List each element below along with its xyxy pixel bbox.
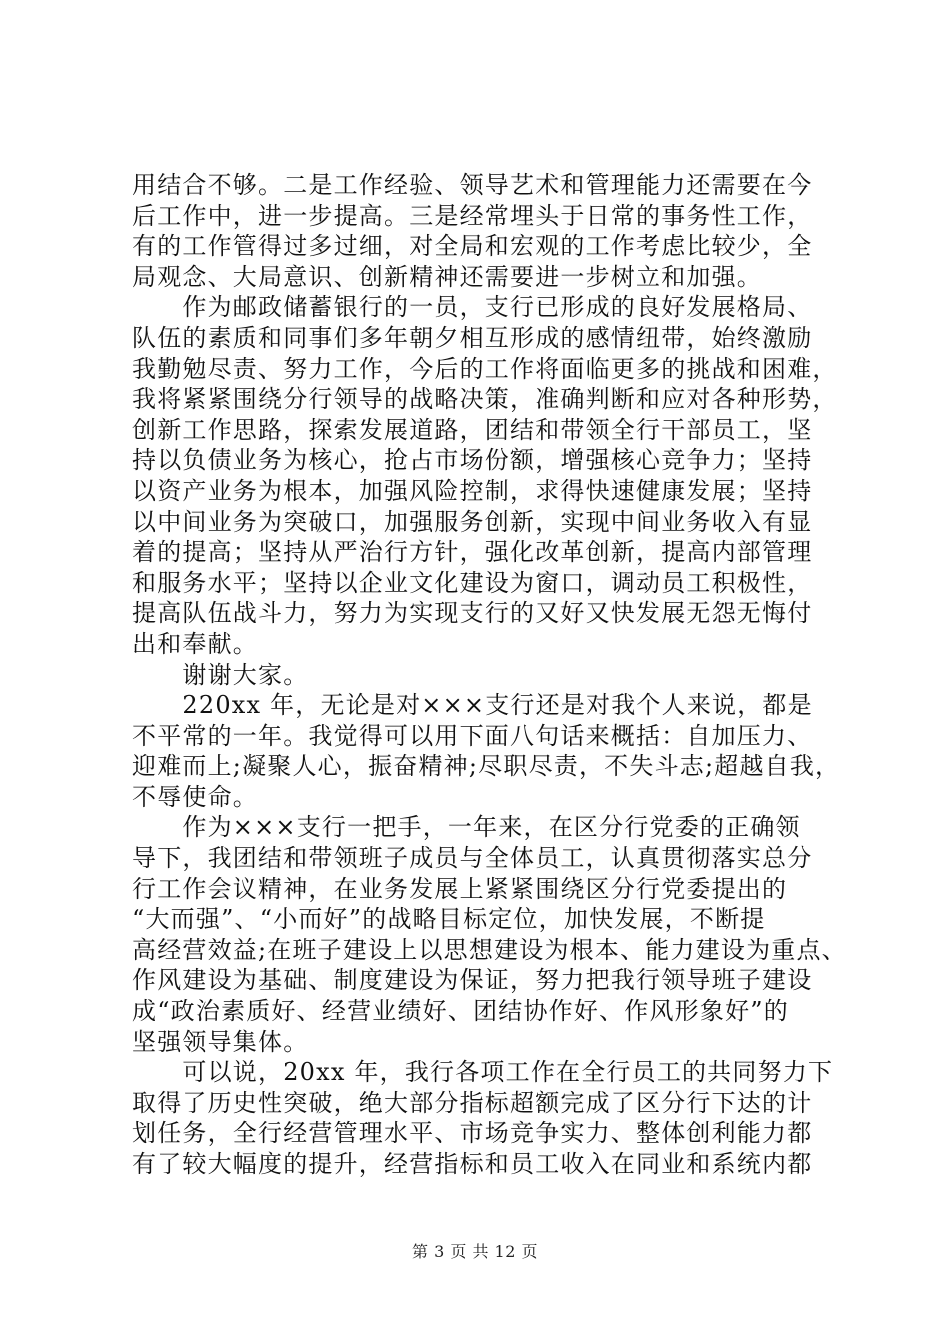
text-line: 局观念、大局意识、创新精神还需要进一步树立和加强。 <box>132 262 762 291</box>
text-line: 提高队伍战斗力，努力为实现支行的又好又快发展无怨无悔付 <box>132 599 813 628</box>
paragraph-leadership <box>132 812 847 1057</box>
text-line: 队伍的素质和同事们多年朝夕相互形成的感情纽带，始终激励 <box>132 323 813 352</box>
document-body <box>132 170 847 1180</box>
paragraph-year-summary <box>132 690 841 812</box>
text-line: 作为邮政储蓄银行的一员，支行已形成的良好发展格局、 <box>132 293 813 322</box>
text-line: 出和奉献。 <box>132 629 258 658</box>
text-line: “大而强”、“小而好”的战略目标定位，加快发展，不断提 <box>132 905 766 934</box>
text-line: 我将紧紧围绕分行领导的战略决策，准确判断和应对各种形势， <box>132 385 838 414</box>
text-line: 以资产业务为根本，加强风险控制，求得快速健康发展；坚持 <box>132 476 813 505</box>
text-line: 高经营效益;在班子建设上以思想建设为根本、能力建设为重点、 <box>132 935 847 964</box>
paragraph-future-work <box>132 292 838 659</box>
text-line: 作风建设为基础、制度建设为保证，努力把我行领导班子建设 <box>132 966 813 995</box>
text-line: 划任务，全行经营管理水平、市场竞争实力、整体创利能力都 <box>132 1119 813 1148</box>
text-line: 迎难而上;凝聚人心，振奋精神;尽职尽责，不失斗志;超越自我， <box>132 752 841 781</box>
text-line: 着的提高；坚持从严治行方针，强化改革创新，提高内部管理 <box>132 538 813 567</box>
text-line: 作为×××支行一把手，一年来，在区分行党委的正确领 <box>132 813 801 842</box>
text-line: 取得了历史性突破，绝大部分指标超额完成了区分行下达的计 <box>132 1088 813 1117</box>
text-line: 导下，我团结和带领班子成员与全体员工，认真贯彻落实总分 <box>132 844 813 873</box>
text-line: 和服务水平；坚持以企业文化建设为窗口，调动员工积极性， <box>132 568 813 597</box>
paragraph-shortcomings <box>132 170 832 292</box>
text-line: 后工作中，进一步提高。三是经常埋头于日常的事务性工作， <box>132 201 813 230</box>
text-line: 有的工作管得过多过细，对全局和宏观的工作考虑比较少，全 <box>132 232 813 261</box>
text-line: 坚强领导集体。 <box>132 1027 309 1056</box>
text-line: 持以负债业务为核心，抢占市场份额，增强核心竞争力；坚持 <box>132 446 813 475</box>
text-line: 220xx 年，无论是对×××支行还是对我个人来说，都是 <box>132 691 813 720</box>
text-line: 谢谢大家。 <box>132 660 309 689</box>
text-line: 可以说，20xx 年，我行各项工作在全行员工的共同努力下 <box>132 1058 834 1087</box>
paragraph-achievements <box>132 1057 832 1179</box>
text-line: 有了较大幅度的提升，经营指标和员工收入在同业和系统内都 <box>132 1150 813 1178</box>
text-line: 我勤勉尽责、努力工作，今后的工作将面临更多的挑战和困难， <box>132 354 838 383</box>
text-line: 成“政治素质好、经营业绩好、团结协作好、作风形象好”的 <box>132 997 789 1026</box>
page-number-footer: 第 3 页 共 12 页 <box>412 1242 538 1261</box>
paragraph-thanks <box>132 660 832 691</box>
text-line: 创新工作思路，探索发展道路，团结和带领全行干部员工，坚 <box>132 415 813 444</box>
text-line: 用结合不够。二是工作经验、领导艺术和管理能力还需要在今 <box>132 171 813 199</box>
text-line: 不平常的一年。我觉得可以用下面八句话来概括：自加压力、 <box>132 721 813 750</box>
text-line: 行工作会议精神，在业务发展上紧紧围绕区分行党委提出的 <box>132 874 788 903</box>
text-line: 以中间业务为突破口，加强服务创新，实现中间业务收入有显 <box>132 507 813 536</box>
text-line: 不辱使命。 <box>132 782 258 811</box>
